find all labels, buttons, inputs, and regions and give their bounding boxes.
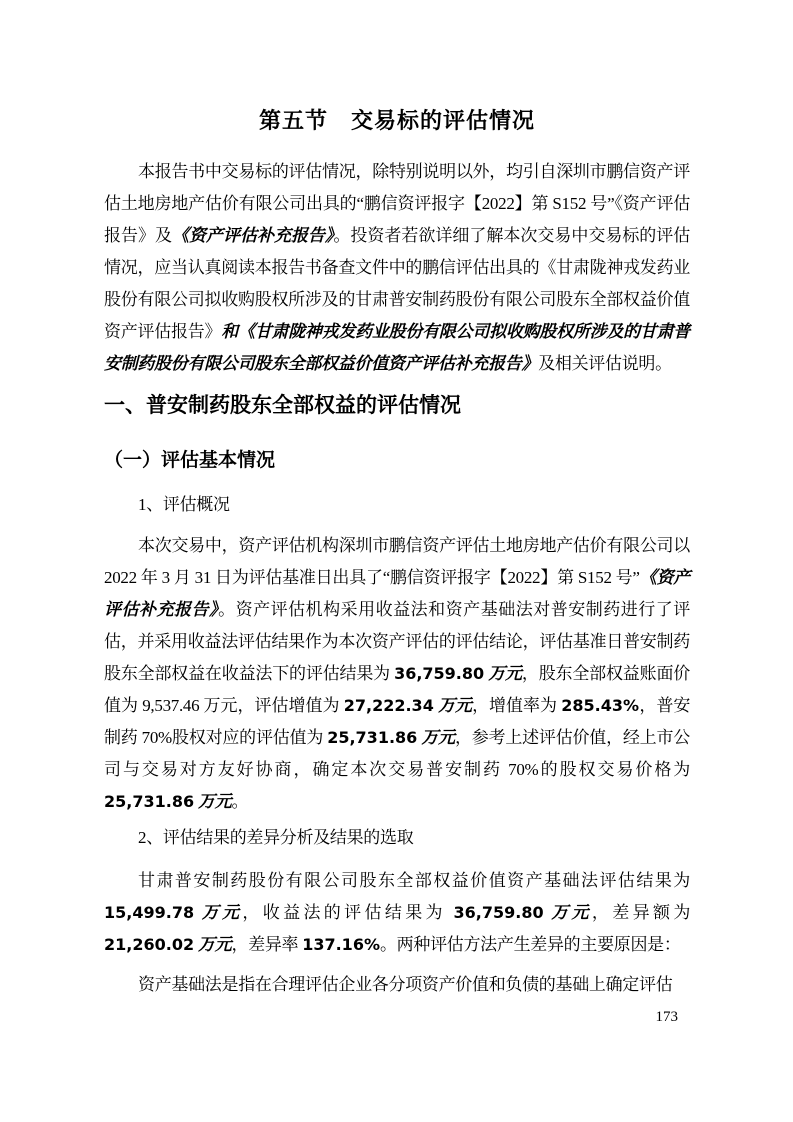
text-run: 27,222.34 xyxy=(343,696,434,715)
text-run: 。 xyxy=(231,792,249,811)
text-run: 万元 xyxy=(194,792,232,811)
text-run: 万元 xyxy=(433,696,473,715)
text-run: ，收益法的评估结果为 xyxy=(242,903,454,922)
section-heading-puan-equity: 一、普安制药股东全部权益的评估情况 xyxy=(104,394,461,417)
text-run: 36,759.80 xyxy=(453,903,544,922)
text-run: 。资产评估机构采用收益法和资产基础法对普安制药进行了评估，并采用收益法评估结果作为本次资产评估的评估结论，评估基准日普安制药股东全部权益在收益法下的评估结果为 xyxy=(104,600,690,683)
text-run: 万元 xyxy=(194,935,232,954)
text-run: 《资产评估补充报告》 xyxy=(104,568,690,619)
text-run: 。两种评估方法产生差异的主要原因是： xyxy=(379,935,681,954)
text-run: 137.16% xyxy=(302,935,380,954)
text-run: ，增值率为 xyxy=(472,696,562,715)
page-title: 第五节 交易标的评估情况 xyxy=(258,108,535,133)
text-run: ，普安制药 70%股权对应的评估值为 xyxy=(104,696,691,747)
text-run: ，差异率 xyxy=(231,935,303,954)
page-number: 173 xyxy=(655,1009,678,1025)
difference-analysis-paragraph xyxy=(104,865,690,961)
text-run: 甘肃普安制药股份有限公司股东全部权益价值资产基础法评估结果为 xyxy=(138,871,690,890)
intro-paragraph xyxy=(104,156,690,380)
text-run: 和《甘肃陇神戎发药业股份有限公司拟收购股权所涉及的甘肃普安制药股份有限公司股东全部权益价值资产评估补充报告》 xyxy=(104,322,690,373)
text-run: 本报告书中交易标的评估情况，除特别说明以外，均引自深圳市鹏信资产评估土地房地产估价有限公司出具的“鹏信资评报字【2022】第 S152 号”《资产评估报告》及 xyxy=(104,162,690,245)
text-run: 。投资者若欲详细了解本次交易中交易标的评估情况，应当认真阅读本报告书备查文件中的鹏信评估出具的《甘肃陇神戎发药业股份有限公司拟收购股权所涉及的甘肃普安制药股份有限公司股东全部权益价值资产评估报告》 xyxy=(104,226,690,341)
item-heading-appraisal-overview: 1、评估概况 xyxy=(138,495,230,514)
text-run: 本次交易中，资产评估机构深圳市鹏信资产评估土地房地产估价有限公司以 2022 年 3 月 31 日为评估基准日出具了“鹏信资评报字【2022】第 S152 号” xyxy=(104,536,690,587)
text-run: 万元 xyxy=(417,728,455,747)
text-run: 285.43% xyxy=(561,696,640,715)
text-run: ，差异额为 xyxy=(591,903,691,922)
text-run: 15,499.78 xyxy=(104,903,195,922)
text-run: 资产基础法是指在合理评估企业各分项资产价值和负债的基础上确定评估 xyxy=(138,975,673,994)
text-run: 万元 xyxy=(543,903,592,922)
asset-based-method-paragraph xyxy=(104,969,690,1001)
text-run: 25,731.86 xyxy=(104,792,195,811)
text-run: 21,260.02 xyxy=(104,935,195,954)
text-run: 万元 xyxy=(194,903,243,922)
text-run: 及相关评估说明。 xyxy=(538,354,672,373)
subsection-heading-appraisal-basics: （一）评估基本情况 xyxy=(104,450,276,471)
text-run: 《资产评估补充报告》 xyxy=(171,226,334,245)
item-heading-difference-analysis: 2、评估结果的差异分析及结果的选取 xyxy=(138,828,414,847)
appraisal-overview-paragraph xyxy=(104,530,690,818)
text-run: ，参考上述评估价值，经上市公司与交易对方友好协商，确定本次交易普安制药 70%的股权交易价格为 xyxy=(104,728,690,779)
text-run: ，股东全部权益账面价值为 9,537.46 万元，评估增值为 xyxy=(104,664,690,715)
text-run: 25,731.86 xyxy=(327,728,418,747)
text-run: 36,759.80 xyxy=(394,664,485,683)
text-run: 万元 xyxy=(484,664,522,683)
